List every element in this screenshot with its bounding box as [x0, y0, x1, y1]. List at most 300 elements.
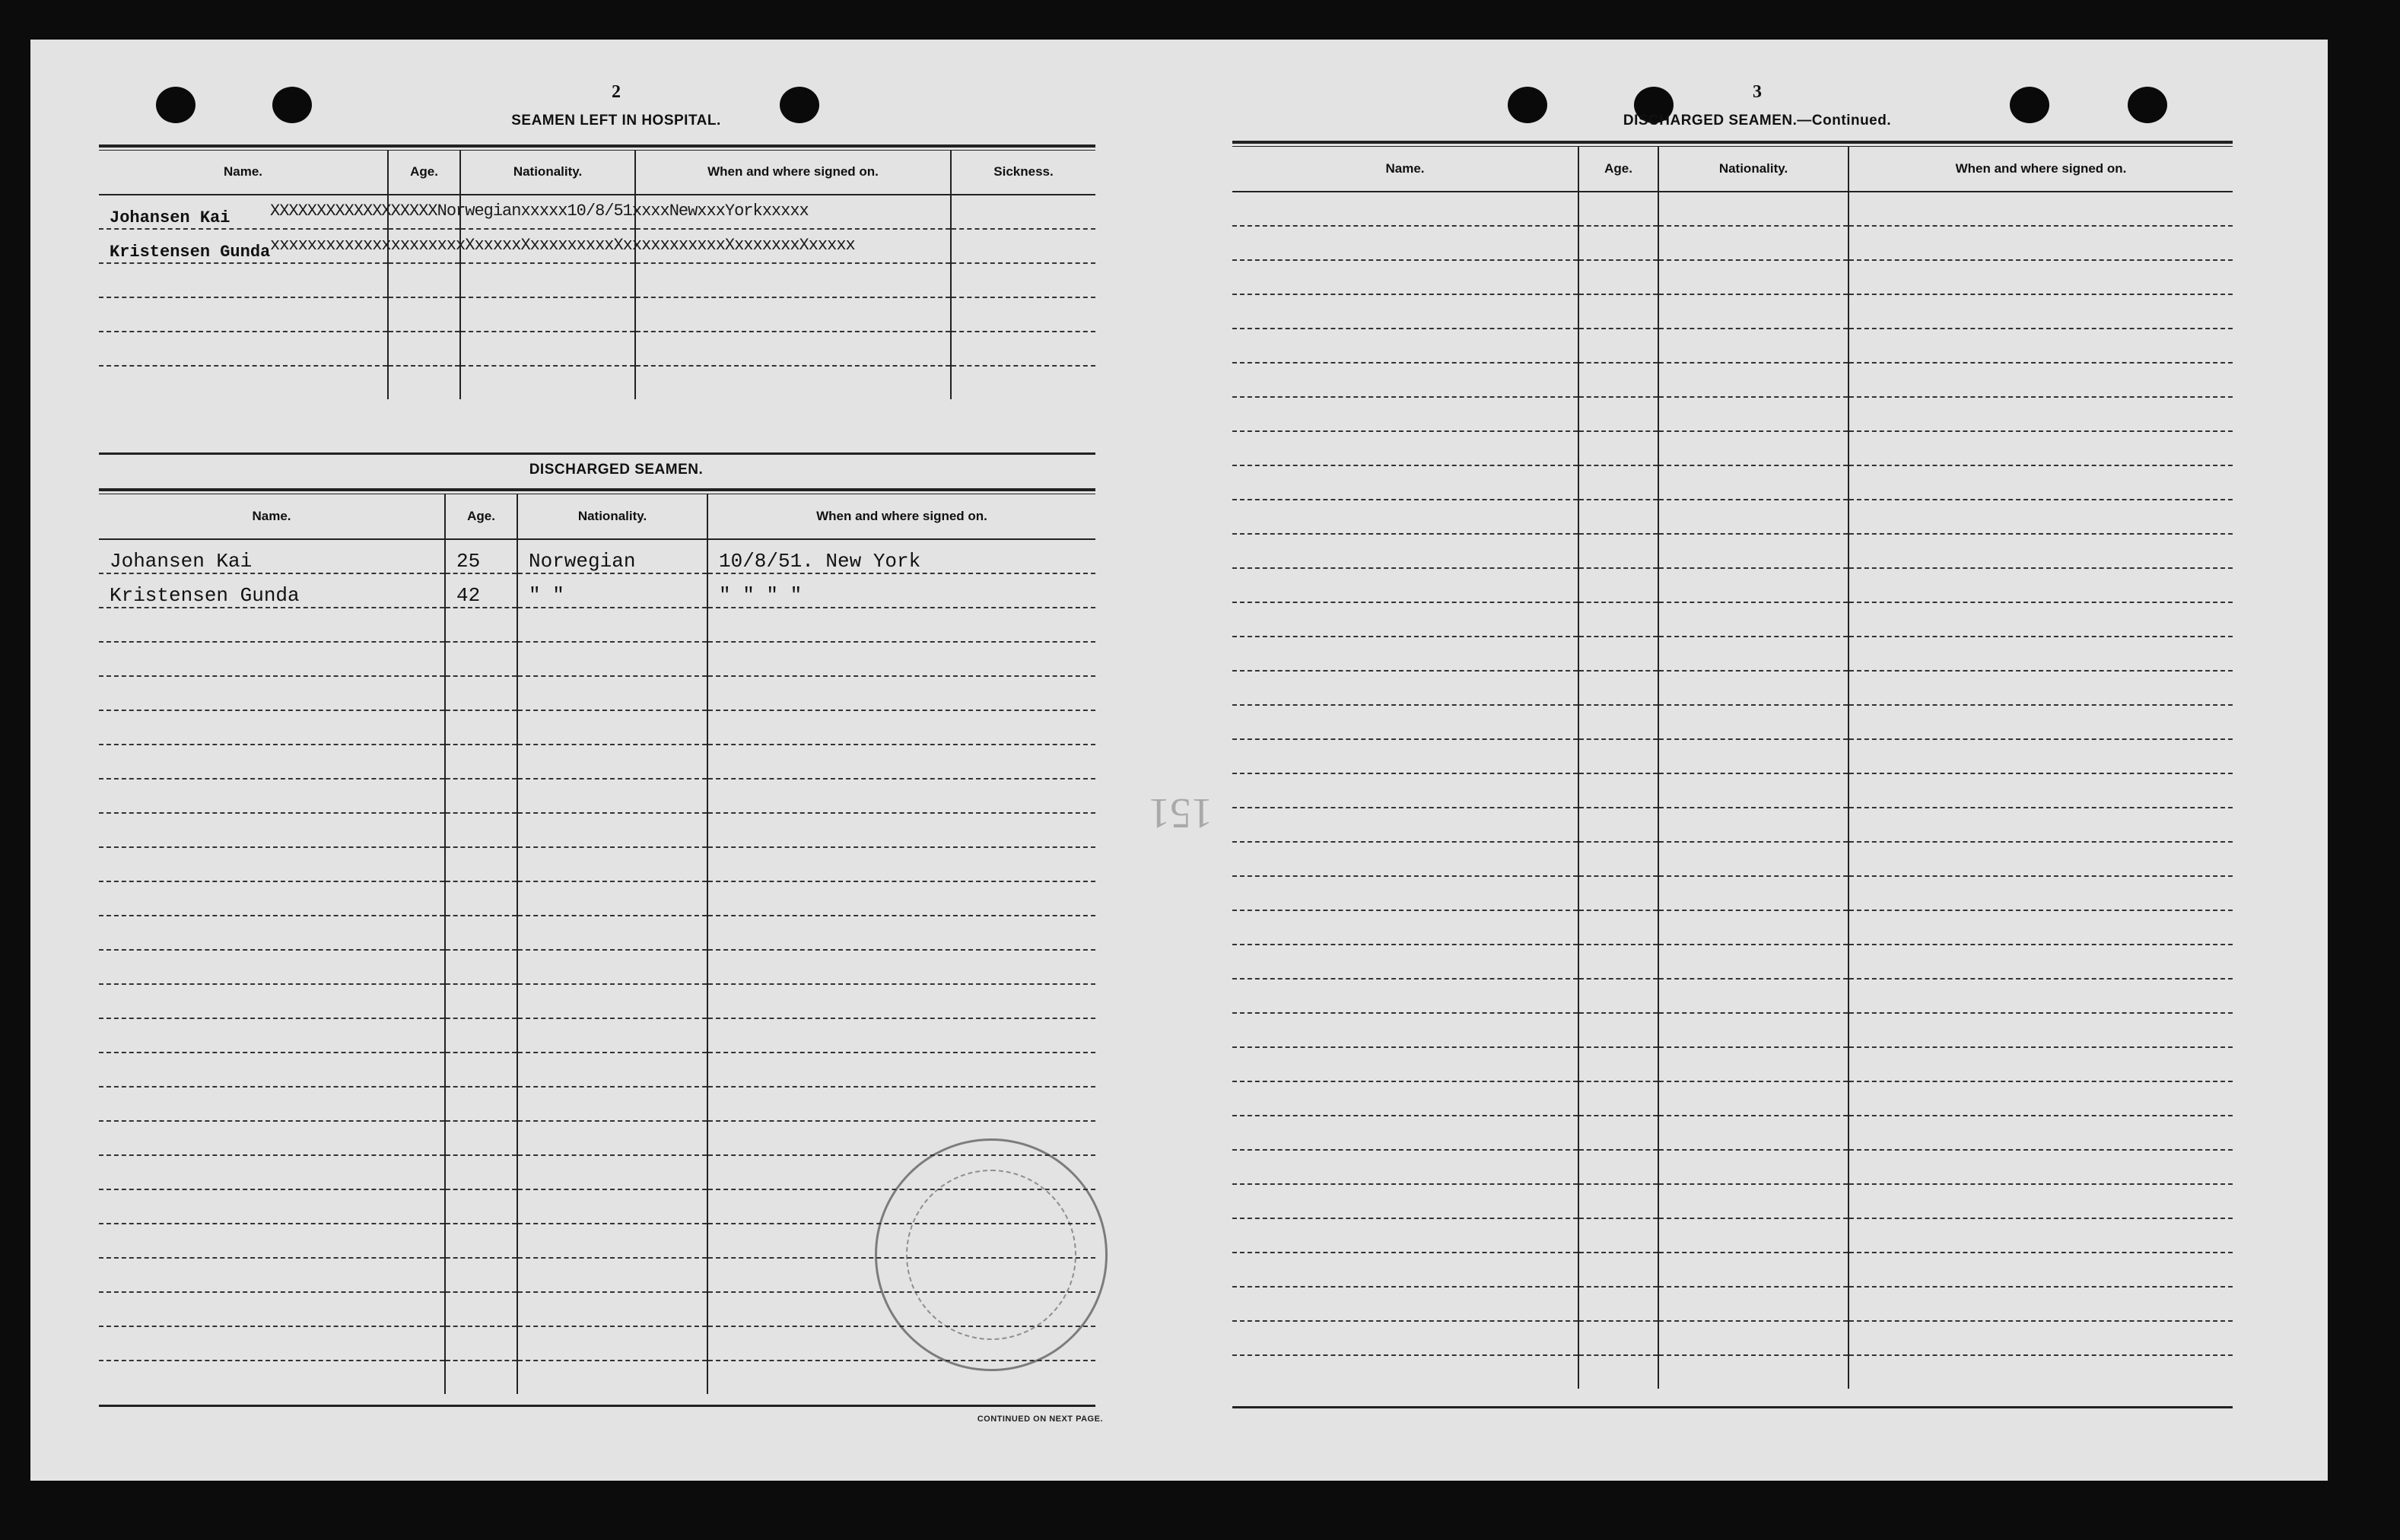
table-row — [1232, 705, 2233, 739]
blank-cell — [1232, 1253, 1578, 1287]
table-row — [1232, 1287, 2233, 1321]
document-sheet — [30, 40, 2328, 1481]
blank-cell — [1848, 842, 2233, 876]
table-row — [1232, 1253, 2233, 1287]
cell-signed_on — [707, 779, 1095, 813]
cell-nationality — [517, 779, 707, 813]
cell-name: Johansen Kai — [99, 539, 445, 573]
blank-cell — [1232, 260, 1578, 294]
cell-age — [445, 779, 517, 813]
column-header: Age. — [445, 494, 517, 539]
cell-name — [99, 1292, 445, 1326]
blank-cell — [1848, 705, 2233, 739]
blank-cell — [1848, 294, 2233, 329]
cell-age — [445, 1155, 517, 1189]
blank-cell — [1578, 1013, 1658, 1047]
blank-cell — [1848, 329, 2233, 363]
cell-signed_on — [707, 984, 1095, 1018]
table-row — [99, 676, 1095, 710]
cell-signed_on — [707, 608, 1095, 642]
table-row — [99, 779, 1095, 813]
table-row — [1232, 192, 2233, 226]
blank-cell — [1848, 1150, 2233, 1184]
cell-nationality: Norwegian — [517, 539, 707, 573]
table-row — [1232, 876, 2233, 910]
cell-nationality — [517, 950, 707, 984]
blank-cell — [1232, 465, 1578, 500]
blank-cell — [1658, 1253, 1848, 1287]
cell-nationality — [517, 1361, 707, 1394]
cell-age — [445, 813, 517, 847]
blank-cell — [1658, 705, 1848, 739]
blank-cell — [1578, 431, 1658, 465]
cell-age: 25 — [445, 539, 517, 573]
continued-note: CONTINUED ON NEXT PAGE. — [977, 1415, 1103, 1424]
table-row — [1232, 1081, 2233, 1116]
table-row — [1232, 1184, 2233, 1218]
cell-name — [99, 1361, 445, 1394]
bottom-rule — [1232, 1406, 2233, 1408]
table-row — [99, 642, 1095, 676]
table-row — [1232, 397, 2233, 431]
cell-signed_on — [707, 1361, 1095, 1394]
blank-cell — [1578, 568, 1658, 602]
blank-cell — [1848, 1116, 2233, 1150]
table-row — [99, 539, 1095, 573]
column-header: When and where signed on. — [707, 494, 1095, 539]
cell-name — [99, 881, 445, 916]
blank-cell — [1848, 397, 2233, 431]
blank-cell — [1578, 1321, 1658, 1355]
blank-cell — [1578, 671, 1658, 705]
blank-cell — [1848, 260, 2233, 294]
blank-cell — [1578, 773, 1658, 808]
table-row — [1232, 739, 2233, 773]
cell-signed_on — [707, 710, 1095, 745]
blank-cell — [1658, 1047, 1848, 1081]
cell-name — [99, 1326, 445, 1361]
blank-cell — [1578, 705, 1658, 739]
cell-nationality — [517, 1121, 707, 1155]
blank-cell — [1232, 671, 1578, 705]
table-row — [1232, 431, 2233, 465]
discharged-section-title: DISCHARGED SEAMEN. — [529, 462, 704, 478]
blank-cell — [1232, 945, 1578, 979]
top-rule — [1232, 141, 2233, 147]
right-page — [1232, 40, 2282, 1481]
table-row — [99, 710, 1095, 745]
column-header: Name. — [99, 494, 445, 539]
blank-cell — [1232, 431, 1578, 465]
cell-age — [445, 710, 517, 745]
blank-cell — [1232, 842, 1578, 876]
blank-cell — [1658, 1184, 1848, 1218]
table-row — [1232, 568, 2233, 602]
strike-out-marks: XXXXXXXXXXXXXXXXXXNorwegianxxxxx10/8/51xxxxNewxxxYorkxxxxx — [270, 202, 809, 221]
cell-signed_on — [707, 642, 1095, 676]
cell-signed_on — [707, 1053, 1095, 1087]
cell-age — [445, 984, 517, 1018]
cell-name — [99, 779, 445, 813]
blank-cell — [1578, 1116, 1658, 1150]
cell-name — [99, 1121, 445, 1155]
cell-age — [445, 1258, 517, 1292]
blank-cell — [1578, 363, 1658, 397]
column-header: Name. — [99, 150, 388, 195]
cell-name — [99, 813, 445, 847]
blank-cell — [1848, 534, 2233, 568]
table-row — [1232, 1116, 2233, 1150]
table-row — [99, 263, 1095, 297]
table-row — [1232, 1013, 2233, 1047]
cell-age — [445, 1326, 517, 1361]
blank-cell — [1232, 397, 1578, 431]
blank-cell — [1848, 979, 2233, 1013]
blank-cell — [1658, 568, 1848, 602]
table-row — [1232, 1321, 2233, 1355]
cell-age — [445, 881, 517, 916]
column-header: When and where signed on. — [635, 150, 951, 195]
blank-cell — [1578, 637, 1658, 671]
cell-nationality — [517, 642, 707, 676]
cell-name — [99, 1224, 445, 1258]
blank-cell — [1578, 1184, 1658, 1218]
cell-age: 42 — [445, 573, 517, 608]
blank-cell — [1232, 1355, 1578, 1389]
blank-cell — [1232, 876, 1578, 910]
page-number: 2 — [612, 82, 621, 102]
blank-cell — [1658, 397, 1848, 431]
blank-cell — [1578, 1253, 1658, 1287]
blank-cell — [1658, 602, 1848, 637]
blank-cell — [1848, 637, 2233, 671]
table-row — [1232, 363, 2233, 397]
blank-cell — [1232, 294, 1578, 329]
blank-cell — [1848, 568, 2233, 602]
blank-cell — [1578, 1355, 1658, 1389]
blank-cell — [1658, 910, 1848, 945]
blank-cell — [1848, 226, 2233, 260]
table-row — [1232, 1355, 2233, 1389]
blank-cell — [1578, 465, 1658, 500]
blank-cell — [1658, 260, 1848, 294]
blank-cell — [1578, 739, 1658, 773]
blank-cell — [1578, 945, 1658, 979]
table-row — [99, 881, 1095, 916]
blank-cell — [1578, 808, 1658, 842]
blank-cell — [1578, 910, 1658, 945]
strike-out-marks: xxxxxxxxxxxxxxxxxxxxxXxxxxxXxxxxxxxxxXxxxxxxxxxxxXxxxxxxxXxxxxx — [270, 236, 855, 255]
table-row — [1232, 979, 2233, 1013]
bleed-through-mark: 151 — [1149, 789, 1213, 837]
blank-cell — [1658, 294, 1848, 329]
cell-nationality — [517, 710, 707, 745]
blank-cell — [1658, 1218, 1848, 1253]
cell-signed_on: " " " " — [707, 573, 1095, 608]
struck-entry — [99, 195, 809, 229]
table-row — [99, 1018, 1095, 1053]
blank-cell — [1232, 1013, 1578, 1047]
blank-cell — [1658, 842, 1848, 876]
table-row — [99, 297, 1095, 332]
table-row — [1232, 465, 2233, 500]
table-row — [1232, 602, 2233, 637]
blank-cell — [1658, 1150, 1848, 1184]
table-row — [99, 984, 1095, 1018]
cell-name — [99, 916, 445, 950]
cell-nationality — [517, 1018, 707, 1053]
blank-cell — [1848, 1013, 2233, 1047]
blank-cell — [1848, 1321, 2233, 1355]
column-header: Age. — [1578, 147, 1658, 192]
blank-cell — [1232, 1218, 1578, 1253]
blank-cell — [1848, 363, 2233, 397]
cell-age — [445, 1053, 517, 1087]
cell-name — [99, 847, 445, 881]
cell-name — [99, 1053, 445, 1087]
cell-signed_on — [707, 950, 1095, 984]
hospital-section-title: SEAMEN LEFT IN HOSPITAL. — [511, 113, 721, 129]
blank-cell — [1658, 363, 1848, 397]
cell-age — [445, 608, 517, 642]
cell-nationality — [517, 1087, 707, 1121]
cell-age — [445, 642, 517, 676]
table-row — [99, 950, 1095, 984]
blank-cell — [1658, 500, 1848, 534]
blank-cell — [1232, 602, 1578, 637]
column-header: Age. — [388, 150, 460, 195]
blank-cell — [1232, 1150, 1578, 1184]
blank-cell — [1658, 192, 1848, 226]
cell-nationality — [517, 847, 707, 881]
table-row — [99, 366, 1095, 399]
blank-cell — [1578, 602, 1658, 637]
discharged-continued-table — [1232, 147, 2233, 1389]
table-row — [99, 745, 1095, 779]
blank-cell — [1578, 842, 1658, 876]
blank-cell — [1658, 1081, 1848, 1116]
cell-name — [99, 1155, 445, 1189]
blank-cell — [1232, 1184, 1578, 1218]
blank-cell — [1658, 945, 1848, 979]
blank-cell — [1848, 500, 2233, 534]
cell-signed_on: 10/8/51. New York — [707, 539, 1095, 573]
table-row — [99, 195, 1095, 229]
table-row — [1232, 1047, 2233, 1081]
cell-nationality — [517, 916, 707, 950]
blank-cell — [1658, 534, 1848, 568]
blank-cell — [1232, 637, 1578, 671]
table-row — [99, 1361, 1095, 1394]
table-row — [99, 916, 1095, 950]
blank-cell — [1658, 979, 1848, 1013]
hospital-table — [99, 150, 1095, 399]
blank-cell — [1578, 1287, 1658, 1321]
cell-name — [99, 745, 445, 779]
blank-cell — [1658, 876, 1848, 910]
blank-cell — [1848, 671, 2233, 705]
column-header: Nationality. — [460, 150, 635, 195]
blank-cell — [1658, 1116, 1848, 1150]
column-header: Nationality. — [517, 494, 707, 539]
blank-cell — [1232, 739, 1578, 773]
blank-cell — [1658, 637, 1848, 671]
table-row — [1232, 1218, 2233, 1253]
blank-cell — [1848, 910, 2233, 945]
cell-nationality — [517, 1292, 707, 1326]
table-row — [99, 608, 1095, 642]
blank-cell — [1658, 226, 1848, 260]
blank-cell — [1578, 260, 1658, 294]
blank-cell — [1232, 329, 1578, 363]
table-row — [99, 573, 1095, 608]
blank-cell — [1658, 465, 1848, 500]
blank-cell — [1848, 1047, 2233, 1081]
table-row — [99, 1087, 1095, 1121]
circular-stamp — [875, 1138, 1108, 1371]
table-row — [1232, 329, 2233, 363]
cell-age — [445, 1121, 517, 1155]
table-row — [1232, 842, 2233, 876]
blank-cell — [1658, 773, 1848, 808]
blank-cell — [1658, 1321, 1848, 1355]
table-row — [1232, 294, 2233, 329]
cell-nationality — [517, 881, 707, 916]
blank-cell — [1848, 602, 2233, 637]
cell-name — [99, 1189, 445, 1224]
cell-nationality — [517, 1224, 707, 1258]
blank-cell — [1658, 808, 1848, 842]
blank-cell — [1232, 910, 1578, 945]
cell-name — [99, 1258, 445, 1292]
blank-cell — [1848, 1253, 2233, 1287]
blank-cell — [1848, 808, 2233, 842]
blank-cell — [1232, 192, 1578, 226]
table-row — [1232, 808, 2233, 842]
blank-cell — [1578, 979, 1658, 1013]
blank-cell — [1578, 226, 1658, 260]
stamp-inner-ring — [906, 1170, 1076, 1340]
cell-name — [99, 1018, 445, 1053]
blank-cell — [1848, 192, 2233, 226]
cell-signed_on — [707, 916, 1095, 950]
blank-cell — [1848, 1287, 2233, 1321]
blank-cell — [1658, 1355, 1848, 1389]
struck-entry — [99, 229, 855, 263]
cell-signed_on — [707, 847, 1095, 881]
cell-age — [445, 916, 517, 950]
blank-cell — [1658, 671, 1848, 705]
column-header: When and where signed on. — [1848, 147, 2233, 192]
cell-nationality — [517, 676, 707, 710]
cell-nationality — [517, 984, 707, 1018]
cell-name: Kristensen Gunda — [99, 573, 445, 608]
blank-cell — [1578, 1047, 1658, 1081]
blank-cell — [1848, 945, 2233, 979]
table-row — [1232, 1150, 2233, 1184]
cell-nationality — [517, 813, 707, 847]
blank-cell — [1232, 226, 1578, 260]
cell-age — [445, 1087, 517, 1121]
blank-cell — [1658, 329, 1848, 363]
blank-cell — [1232, 705, 1578, 739]
blank-cell — [1232, 363, 1578, 397]
cell-age — [445, 847, 517, 881]
cell-name — [99, 1087, 445, 1121]
table-row — [1232, 671, 2233, 705]
blank-cell — [1578, 329, 1658, 363]
table-row — [99, 1053, 1095, 1087]
blank-cell — [1232, 1047, 1578, 1081]
blank-cell — [1578, 1218, 1658, 1253]
cell-nationality: " " — [517, 573, 707, 608]
blank-cell — [1232, 1321, 1578, 1355]
cell-signed_on — [707, 1087, 1095, 1121]
blank-cell — [1848, 1184, 2233, 1218]
blank-cell — [1232, 500, 1578, 534]
table-row — [1232, 945, 2233, 979]
cell-age — [445, 1292, 517, 1326]
cell-name — [99, 984, 445, 1018]
column-header: Name. — [1232, 147, 1578, 192]
blank-cell — [1658, 431, 1848, 465]
blank-cell — [1232, 808, 1578, 842]
cell-signed_on — [707, 676, 1095, 710]
cell-name — [99, 608, 445, 642]
blank-cell — [1578, 500, 1658, 534]
cell-age — [445, 676, 517, 710]
table-row — [99, 813, 1095, 847]
table-row — [1232, 910, 2233, 945]
cell-nationality — [517, 745, 707, 779]
blank-cell — [1578, 876, 1658, 910]
page-number: 3 — [1753, 82, 1762, 102]
blank-cell — [1578, 192, 1658, 226]
blank-cell — [1848, 1355, 2233, 1389]
blank-cell — [1232, 773, 1578, 808]
table-row — [99, 847, 1095, 881]
cell-nationality — [517, 1053, 707, 1087]
blank-cell — [1578, 397, 1658, 431]
right-section-title: DISCHARGED SEAMEN.—Continued. — [1623, 113, 1892, 129]
blank-cell — [1232, 1287, 1578, 1321]
cell-signed_on — [707, 1018, 1095, 1053]
table-row — [1232, 534, 2233, 568]
blank-cell — [1848, 431, 2233, 465]
column-header: Nationality. — [1658, 147, 1848, 192]
cell-nationality — [517, 1189, 707, 1224]
table-row — [1232, 773, 2233, 808]
section-divider — [99, 452, 1095, 455]
cell-name — [99, 710, 445, 745]
table-row — [1232, 500, 2233, 534]
blank-cell — [1848, 739, 2233, 773]
table-row — [99, 229, 1095, 263]
cell-nationality — [517, 1155, 707, 1189]
cell-signed_on — [707, 881, 1095, 916]
blank-cell — [1232, 534, 1578, 568]
struck-name: Kristensen Gunda — [110, 243, 271, 262]
blank-cell — [1848, 773, 2233, 808]
cell-age — [445, 1189, 517, 1224]
cell-name — [99, 676, 445, 710]
cell-nationality — [517, 1326, 707, 1361]
cell-age — [445, 745, 517, 779]
struck-name: Johansen Kai — [110, 208, 230, 227]
table-row — [99, 332, 1095, 366]
cell-age — [445, 1224, 517, 1258]
blank-cell — [1232, 1116, 1578, 1150]
